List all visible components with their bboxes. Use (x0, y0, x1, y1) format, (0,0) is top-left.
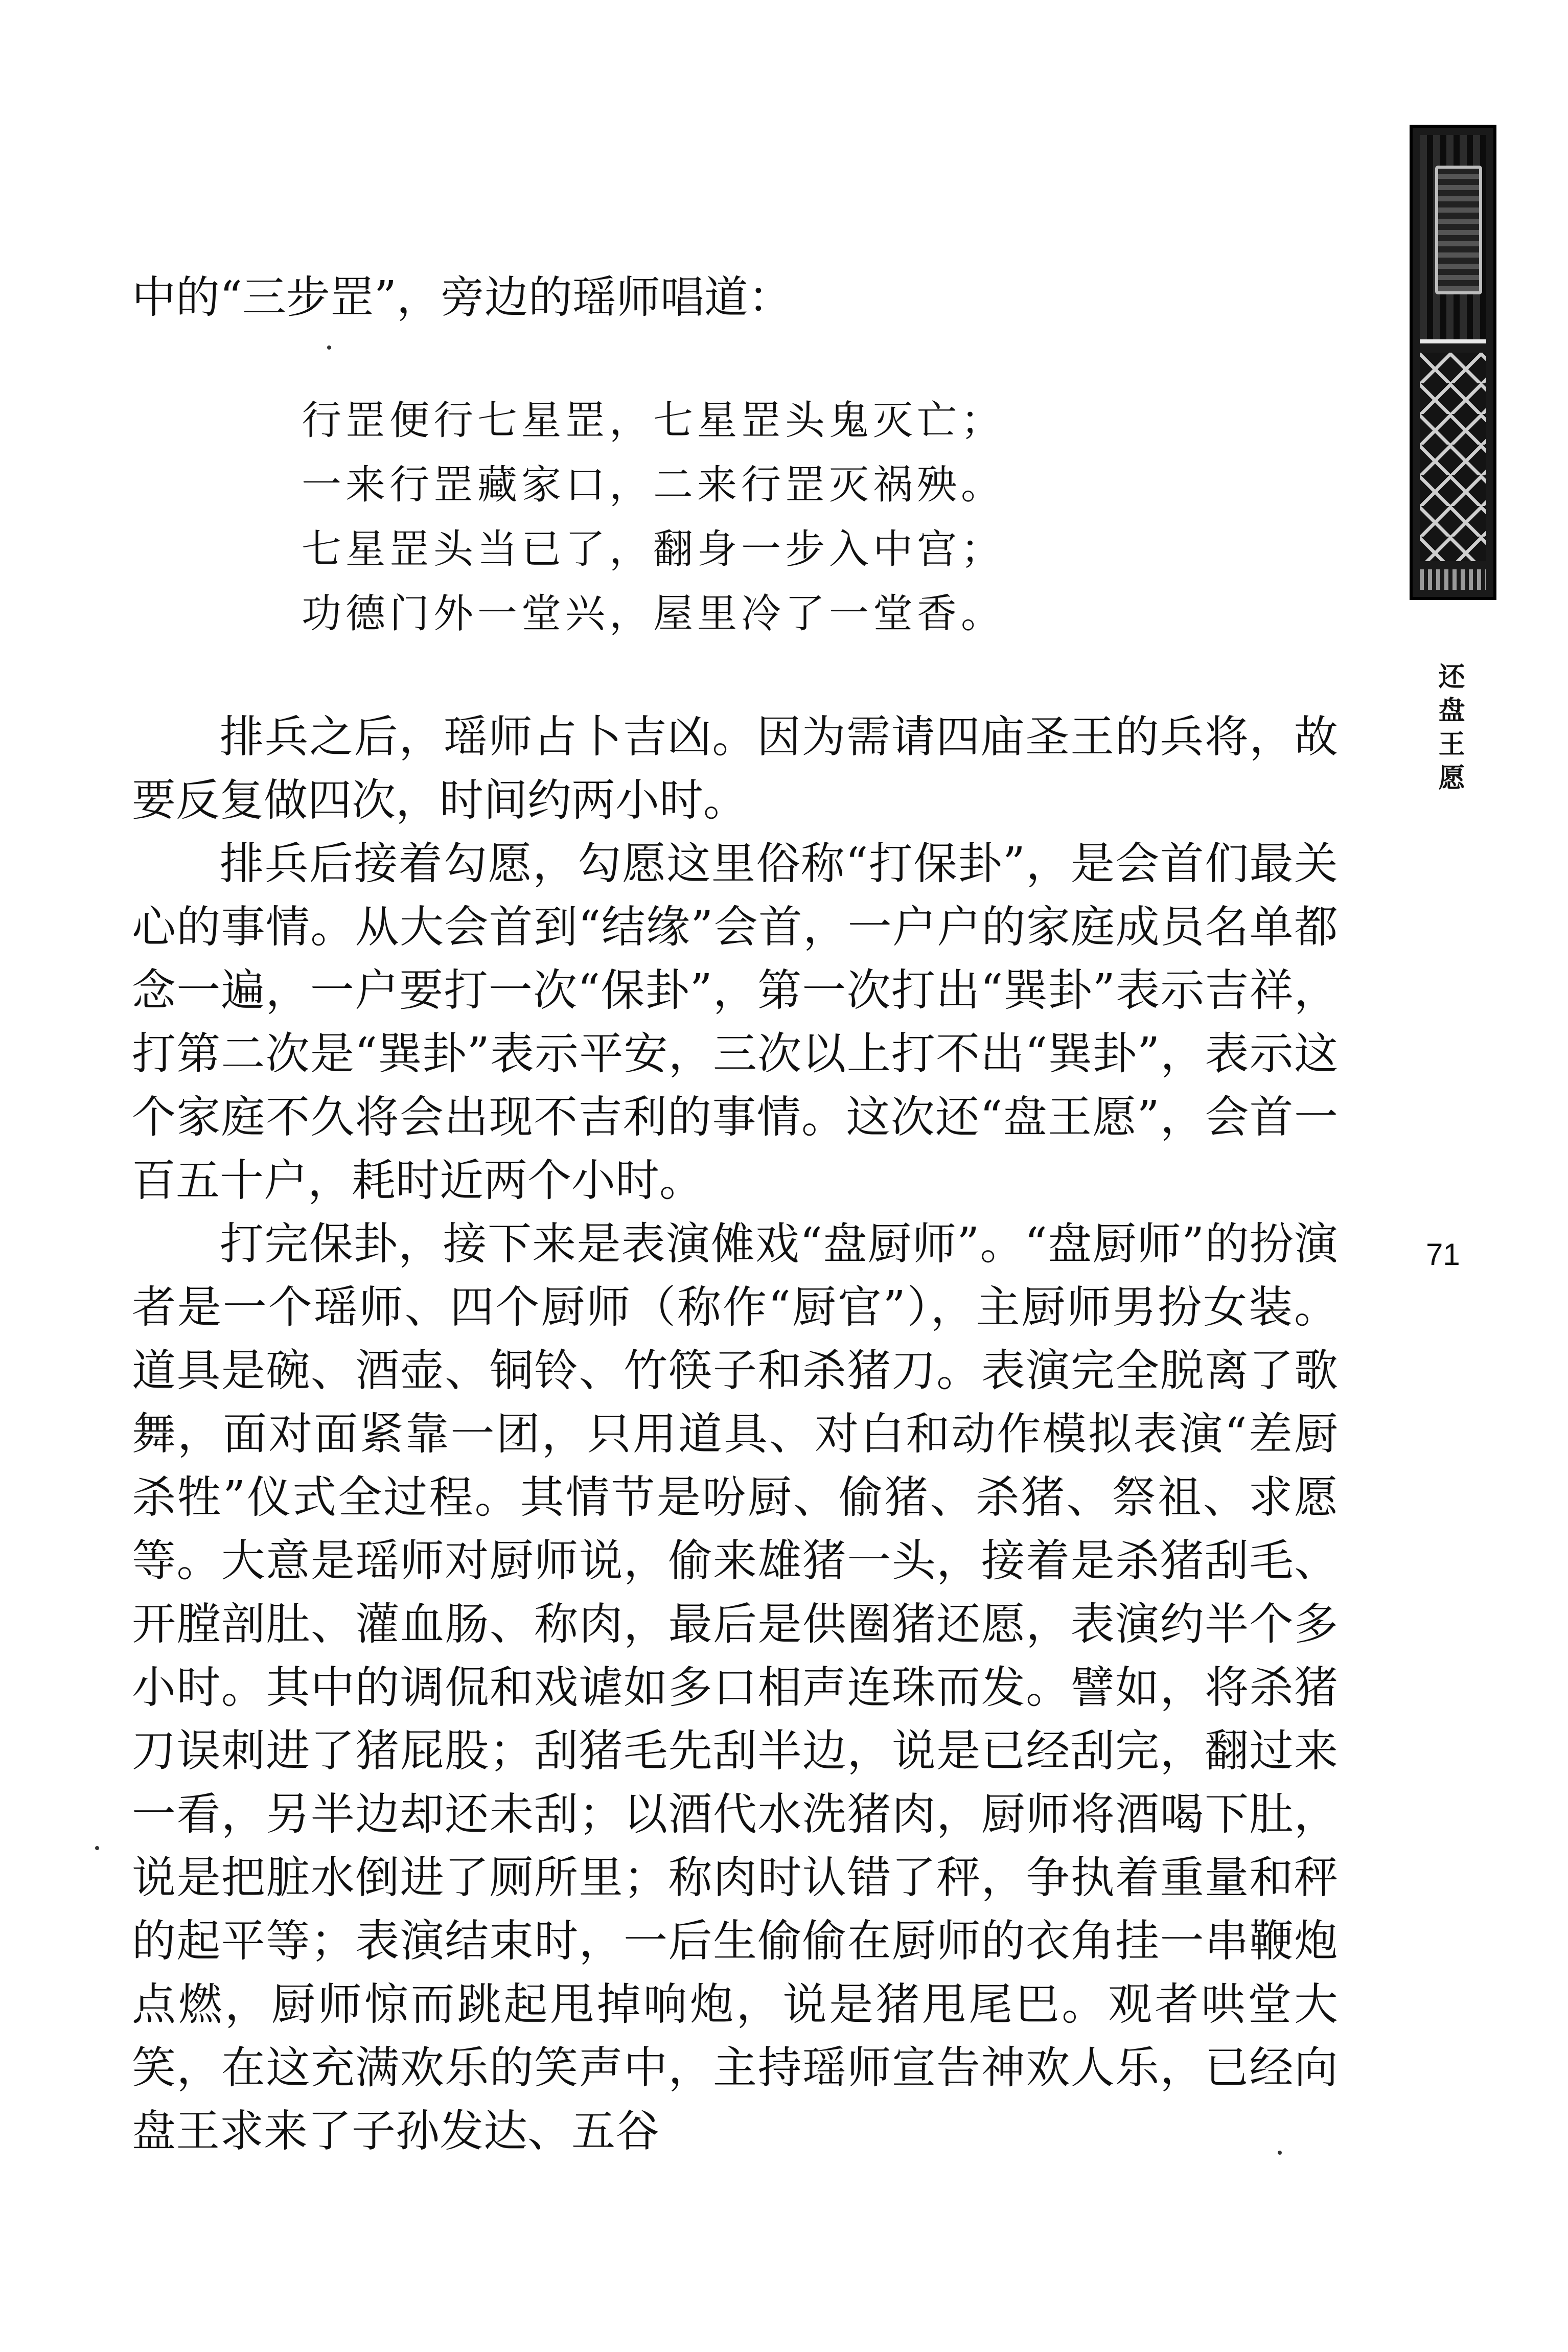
poem-line: 七星罡头当已了，翻身一步入中宫； (302, 526, 1005, 572)
banner-top-motif (1420, 135, 1486, 343)
banner-diamond-pattern (1420, 353, 1486, 561)
scan-speck (1278, 2151, 1282, 2155)
banner-bottom-stripe (1420, 569, 1486, 590)
running-chapter-title: 还盘王愿 (1434, 662, 1464, 797)
scan-speck (95, 1846, 99, 1850)
paragraph: 排兵后接着勾愿，勾愿这里俗称“打保卦”，是会首们最关心的事情。从大会首到“结缘”会首，一户户的家庭成员名单都念一遍，一户要打一次“保卦”，第一次打出“巽卦”表示吉祥，打第二次是“巽卦”表示平安，三次以上打不出“巽卦”，表示这个家庭不久将会出现不吉利的事情。这次还“盘王愿”，会首一百五十户，耗时近两个小时。 (132, 838, 1338, 1206)
poem-verse (302, 388, 1005, 646)
paragraph: 排兵之后，瑶师占卜吉凶。因为需请四庙圣王的兵将，故要反复做四次，时间约两小时。 (132, 711, 1338, 826)
poem-line: 行罡便行七星罡，七星罡头鬼灭亡； (302, 398, 1005, 444)
page-number: 71 (1426, 1237, 1460, 1272)
body-paragraphs (132, 705, 1338, 2163)
intro-line: 中的“三步罡”，旁边的瑶师唱道： (132, 272, 792, 323)
paragraph: 打完保卦，接下来是表演傩戏“盘厨师”。“盘厨师”的扮演者是一个瑶师、四个厨师（称作“厨官”），主厨师男扮女装。道具是碗、酒壶、铜铃、竹筷子和杀猪刀。表演完全脱离了歌舞，面对面紧靠一团，只用道具、对白和动作模拟表演“差厨杀牲”仪式全过程。其情节是吩厨、偷猪、杀猪、祭祖、求愿等。大意是瑶师对厨师说，偷来雄猪一头，接着是杀猪刮毛、开膛剖肚、灌血肠、称肉，最后是供圈猪还愿，表演约半个多小时。其中的调侃和戏谑如多口相声连珠而发。譬如，将杀猪刀误刺进了猪屁股；刮猪毛先刮半边，说是已经刮完，翻过来一看，另半边却还未刮；以酒代水洗猪肉，厨师将酒喝下肚，说是把脏水倒进了厕所里；称肉时认错了秤，争执着重量和秤的起平等；表演结束时，一后生偷偷在厨师的衣角挂一串鞭炮点燃，厨师惊而跳起甩掉响炮，说是猪甩尾巴。观者哄堂大笑，在这充满欢乐的笑声中，主持瑶师宣告神欢人乐，已经向盘王求来了子孙发达、五谷 (132, 1218, 1338, 2157)
scan-speck (327, 345, 331, 350)
poem-line: 功德门外一堂兴，屋里冷了一堂香。 (302, 591, 1005, 637)
poem-line: 一来行罡藏家口，二来行罡灭祸殃。 (302, 462, 1005, 508)
decorative-side-banner (1410, 125, 1496, 600)
